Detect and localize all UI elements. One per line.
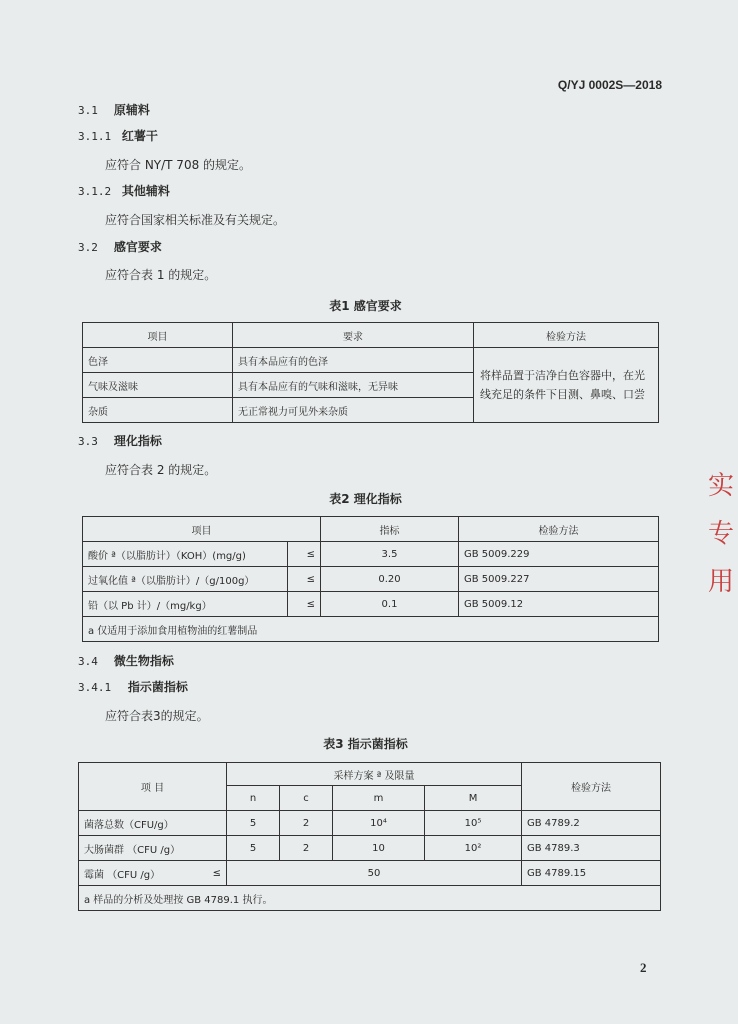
table2-cell-method: GB 5009.12 <box>459 592 659 617</box>
section-title: 指示菌指标 <box>127 680 188 694</box>
table3-sub-m: m <box>333 786 425 811</box>
table2-header-method: 检验方法 <box>459 517 659 542</box>
table1-cell-req: 具有本品应有的气味和滋味，无异味 <box>233 373 474 398</box>
section-title: 微生物指标 <box>113 654 174 668</box>
table2-cell-value: 0.20 <box>321 567 459 592</box>
table1-sensory <box>82 322 659 423</box>
stamp-char: 用 <box>708 567 735 597</box>
table3-header-item: 项 目 <box>79 763 227 811</box>
table3-sub-M: M <box>425 786 522 811</box>
table3-cell-symbol: ≤ <box>194 861 227 886</box>
table1-cell-method: 将样品置于洁净白色容器中，在光线充足的条件下目测、鼻嗅、口尝 <box>474 348 659 423</box>
table3-cell-value: 50 <box>227 861 522 886</box>
table2-cell-value: 0.1 <box>321 592 459 617</box>
table3-cell-n: 5 <box>227 811 280 836</box>
table3-cell-item: 菌落总数（CFU/g） <box>79 811 227 836</box>
section-3-2-heading <box>78 238 162 255</box>
table1-header-method: 检验方法 <box>474 323 659 348</box>
section-3-4-heading <box>78 652 174 669</box>
table3-cell-m: 10 <box>333 836 425 861</box>
table1-caption: 表1 感官要求 <box>329 299 402 313</box>
table2-header-value: 指标 <box>321 517 459 542</box>
section-3-4-1-heading <box>78 678 188 695</box>
table3-caption: 表3 指示菌指标 <box>323 737 408 751</box>
page-number: 2 <box>640 960 647 975</box>
table-row <box>83 542 659 567</box>
table2-cell-item: 过氧化值 ª（以脂肪计）/（g/100g） <box>83 567 288 592</box>
table3-header-method: 检验方法 <box>522 763 661 811</box>
section-number: 3.3 <box>78 435 98 448</box>
section-title: 原辅料 <box>113 103 150 117</box>
section-3-3-text: 应符合表 2 的规定。 <box>105 463 217 477</box>
table2-note: a 仅适用于添加食用植物油的红薯制品 <box>83 617 659 642</box>
table1-cell-req: 具有本品应有的色泽 <box>233 348 474 373</box>
table3-indicator-bacteria <box>78 762 661 911</box>
table3-cell-method: GB 4789.3 <box>522 836 661 861</box>
section-3-1-2-heading <box>78 182 170 199</box>
table3-cell-M: 10² <box>425 836 522 861</box>
stamp-char: 实 <box>708 471 735 501</box>
table3-sub-n: n <box>227 786 280 811</box>
table2-cell-item: 铅（以 Pb 计）/（mg/kg） <box>83 592 288 617</box>
table3-cell-c: 2 <box>280 811 333 836</box>
section-number: 3.1.1 <box>78 130 112 143</box>
table3-cell-method: GB 4789.2 <box>522 811 661 836</box>
table2-caption: 表2 理化指标 <box>329 492 402 506</box>
table3-cell-c: 2 <box>280 836 333 861</box>
section-3-1-2-text: 应符合国家相关标准及有关规定。 <box>105 213 286 227</box>
table2-cell-method: GB 5009.227 <box>459 567 659 592</box>
table2-cell-symbol: ≤ <box>288 567 321 592</box>
section-3-2-text: 应符合表 1 的规定。 <box>105 268 217 282</box>
section-3-1-1-heading <box>78 127 158 144</box>
table3-note: a 样品的分析及处理按 GB 4789.1 执行。 <box>79 886 661 911</box>
table2-cell-value: 3.5 <box>321 542 459 567</box>
table3-header-plan: 采样方案 ª 及限量 <box>227 763 522 786</box>
table3-cell-item: 霉菌 （CFU /g） <box>79 861 194 886</box>
section-3-1-1-text: 应符合 NY/T 708 的规定。 <box>105 158 252 172</box>
section-title: 红薯干 <box>121 129 158 143</box>
table1-header-item: 项目 <box>83 323 233 348</box>
table3-sub-c: c <box>280 786 333 811</box>
section-number: 3.2 <box>78 241 98 254</box>
table-row <box>79 811 661 836</box>
table3-cell-method: GB 4789.15 <box>522 861 661 886</box>
table1-cell-req: 无正常视力可见外来杂质 <box>233 398 474 423</box>
section-number: 3.4 <box>78 655 98 668</box>
section-number: 3.1.2 <box>78 185 112 198</box>
table1-cell-item: 气味及滋味 <box>83 373 233 398</box>
table-row <box>83 567 659 592</box>
table3-cell-M: 10⁵ <box>425 811 522 836</box>
section-title: 其他辅料 <box>121 184 170 198</box>
table3-cell-item: 大肠菌群 （CFU /g） <box>79 836 227 861</box>
table2-cell-symbol: ≤ <box>288 542 321 567</box>
red-seal-stamp <box>708 462 738 612</box>
table2-header-item: 项目 <box>83 517 321 542</box>
table1-header-req: 要求 <box>233 323 474 348</box>
section-number: 3.1 <box>78 104 98 117</box>
table3-cell-n: 5 <box>227 836 280 861</box>
table1-cell-item: 杂质 <box>83 398 233 423</box>
section-number: 3.4.1 <box>78 681 112 694</box>
section-title: 理化指标 <box>113 434 162 448</box>
document-code: Q/YJ 0002S—2018 <box>557 78 662 92</box>
table2-physicochemical <box>82 516 659 642</box>
table2-cell-method: GB 5009.229 <box>459 542 659 567</box>
table2-cell-item: 酸价 ª（以脂肪计）（KOH）(mg/g) <box>83 542 288 567</box>
section-3-1-heading <box>78 101 150 118</box>
table-row <box>79 836 661 861</box>
table-row <box>83 592 659 617</box>
table1-cell-item: 色泽 <box>83 348 233 373</box>
table-row <box>79 861 661 886</box>
section-title: 感官要求 <box>113 240 162 254</box>
table2-cell-symbol: ≤ <box>288 592 321 617</box>
section-3-3-heading <box>78 432 162 449</box>
table3-cell-m: 10⁴ <box>333 811 425 836</box>
stamp-char: 专 <box>708 519 735 549</box>
section-3-4-1-text: 应符合表3的规定。 <box>105 709 209 723</box>
